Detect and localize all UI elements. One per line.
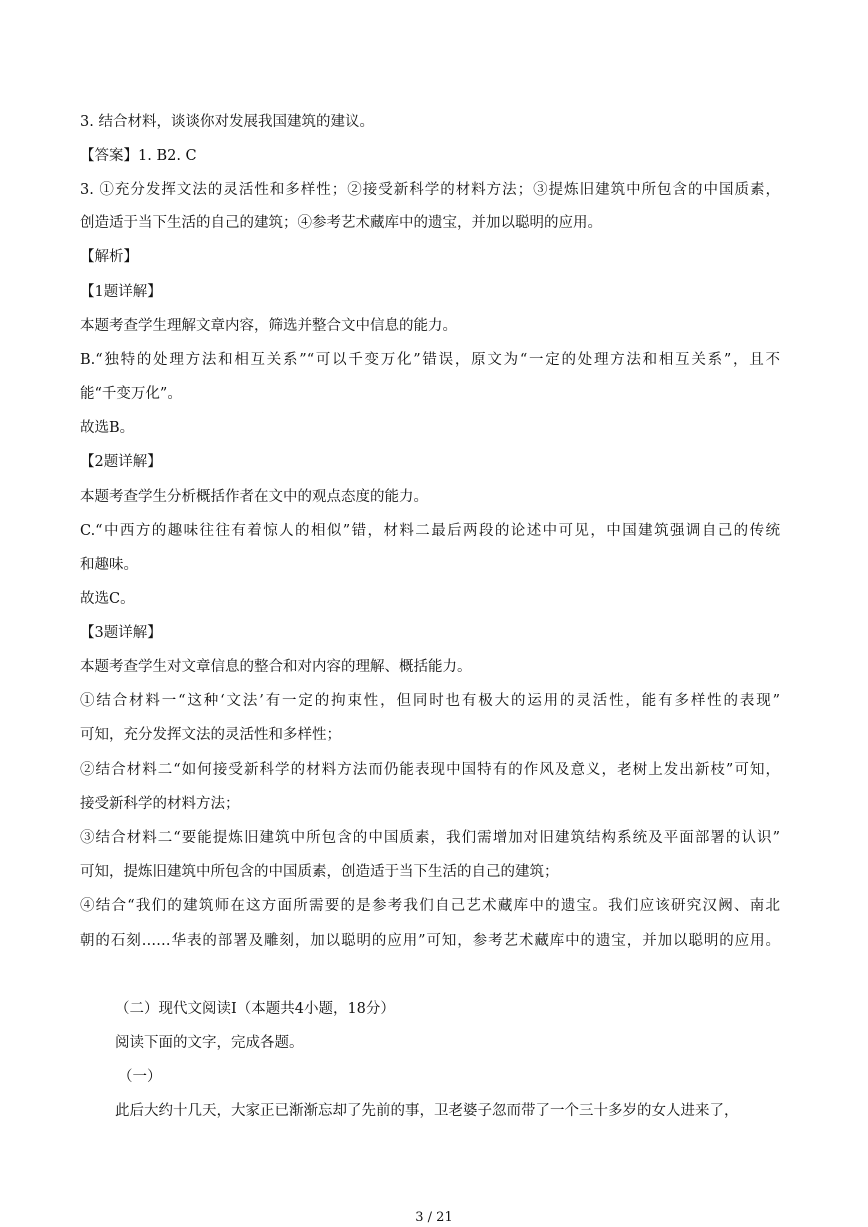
text-line: 3. 结合材料，谈谈你对发展我国建筑的建议。 bbox=[80, 114, 374, 130]
text-line: 故选C。 bbox=[80, 591, 135, 607]
text-line: 朝的石刻……华表的部署及雕刻，加以聪明的应用”可知，参考艺术藏库中的遗宝，并加以聪明的应用。 bbox=[80, 933, 780, 949]
section-title: （二）现代文阅读Ⅰ（本题共4小题，18分） bbox=[115, 1001, 395, 1017]
text-line: 本题考查学生分析概括作者在文中的观点态度的能力。 bbox=[80, 489, 428, 505]
answer-heading: 【答案】1. B2. C bbox=[80, 148, 197, 164]
text-line: 创造适于当下生活的自己的建筑；④参考艺术藏库中的遗宝，并加以聪明的应用。 bbox=[80, 215, 602, 231]
text-line: ①结合材料一“这种‘文法’有一定的拘束性，但同时也有极大的运用的灵活性，能有多样性的表现” bbox=[80, 693, 780, 709]
section-heading: 【1题详解】 bbox=[80, 284, 162, 300]
analysis-heading: 【解析】 bbox=[80, 249, 138, 265]
text-line: ③结合材料二“要能提炼旧建筑中所包含的中国质素，我们需增加对旧建筑结构系统及平面部署的认识” bbox=[80, 830, 780, 846]
text-line: ④结合“我们的建筑师在这方面所需要的是参考我们自己艺术藏库中的遗宝。我们应该研究汉阙、南北 bbox=[80, 898, 780, 914]
text-line: ②结合材料二“如何接受新科学的材料方法而仍能表现中国特有的作风及意义，老树上发出新枝”可知， bbox=[80, 762, 780, 778]
text-line: 接受新科学的材料方法； bbox=[80, 796, 240, 812]
text-line: C.“中西方的趣味往往有着惊人的相似”错，材料二最后两段的论述中可见，中国建筑强调自己的传统 bbox=[80, 523, 780, 539]
text-line: 能“千变万化”。 bbox=[80, 386, 182, 402]
text-line: 本题考查学生理解文章内容，筛选并整合文中信息的能力。 bbox=[80, 318, 457, 334]
section-heading: 【2题详解】 bbox=[80, 454, 162, 470]
text-line: 可知，提炼旧建筑中所包含的中国质素，创造适于当下生活的自己的建筑； bbox=[80, 864, 559, 880]
text-line: 本题考查学生对文章信息的整合和对内容的理解、概括能力。 bbox=[80, 659, 472, 675]
instruction-line: 阅读下面的文字，完成各题。 bbox=[115, 1035, 304, 1051]
text-line: 故选B。 bbox=[80, 420, 135, 436]
text-line: 3. ①充分发挥文法的灵活性和多样性；②接受新科学的材料方法；③提炼旧建筑中所包含的中国质素， bbox=[80, 182, 780, 198]
passage-line: 此后大约十几天，大家正已渐渐忘却了先前的事，卫老婆子忽而带了一个三十多岁的女人进来了， bbox=[115, 1103, 739, 1119]
page-number: 3 / 21 bbox=[415, 1210, 453, 1225]
text-line: 可知，充分发挥文法的灵活性和多样性； bbox=[80, 727, 341, 743]
part-marker: （一） bbox=[118, 1069, 162, 1085]
section-heading: 【3题详解】 bbox=[80, 625, 162, 641]
text-line: 和趣味。 bbox=[80, 557, 138, 573]
text-line: B.“独特的处理方法和相互关系”“可以千变万化”错误，原文为“一定的处理方法和相互关系”，且不 bbox=[80, 352, 780, 368]
